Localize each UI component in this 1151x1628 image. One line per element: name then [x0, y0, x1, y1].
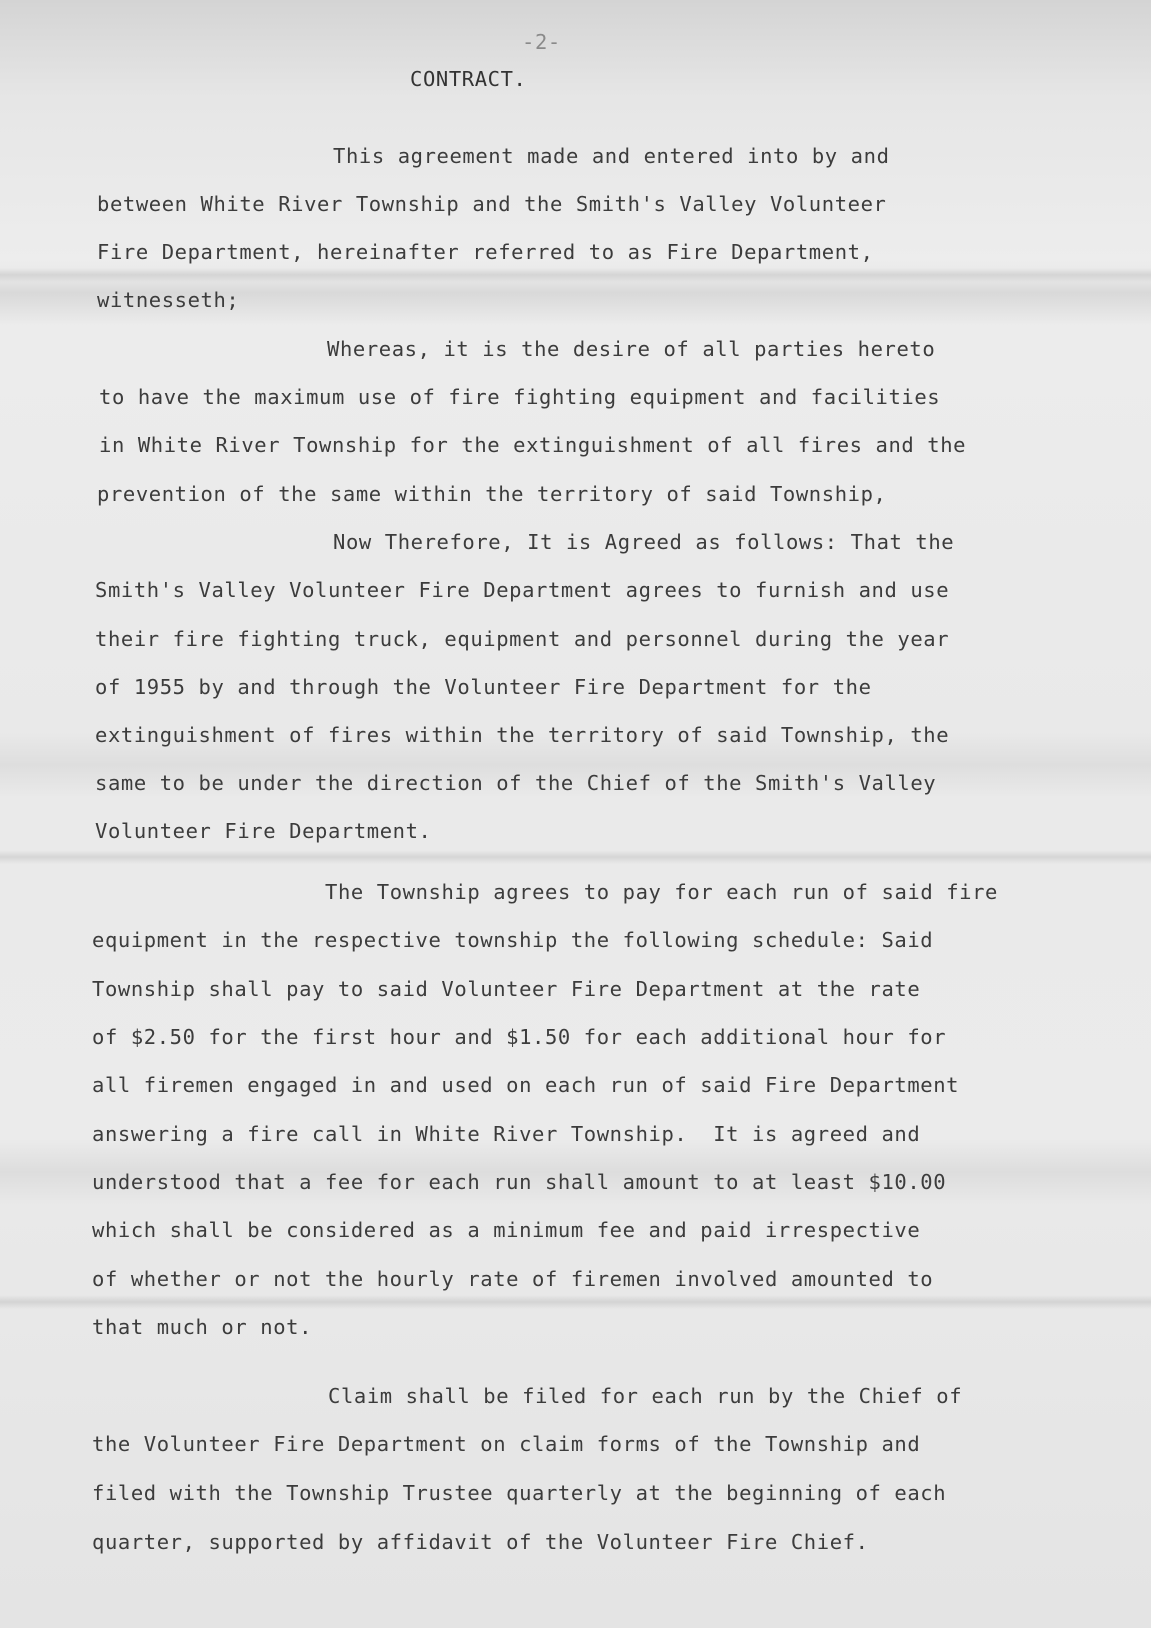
paper-fold	[0, 850, 1151, 864]
text-line: witnesseth;	[97, 288, 240, 312]
text-line: of 1955 by and through the Volunteer Fire Department for the	[95, 675, 872, 699]
text-line: the Volunteer Fire Department on claim forms of the Township and	[92, 1432, 921, 1456]
text-line: between White River Township and the Smith's Valley Volunteer	[97, 192, 887, 216]
text-line: Volunteer Fire Department.	[95, 819, 432, 843]
text-line: answering a fire call in White River Township. It is agreed and	[92, 1122, 921, 1146]
paper-fold	[0, 268, 1151, 282]
text-line: all firemen engaged in and used on each run of said Fire Department	[92, 1073, 960, 1097]
text-line: quarter, supported by affidavit of the Volunteer Fire Chief.	[92, 1530, 869, 1554]
text-line: same to be under the direction of the Chief of the Smith's Valley	[95, 771, 937, 795]
text-line: which shall be considered as a minimum fee and paid irrespective	[92, 1218, 921, 1242]
text-line: in White River Township for the extinguishment of all fires and the	[99, 433, 967, 457]
paper-fold	[0, 1295, 1151, 1309]
text-line: filed with the Township Trustee quarterly at the beginning of each	[92, 1481, 947, 1505]
text-line: their fire fighting truck, equipment and personnel during the year	[95, 627, 950, 651]
text-line: This agreement made and entered into by and	[333, 144, 890, 168]
text-line: Whereas, it is the desire of all parties hereto	[327, 337, 936, 361]
text-line: to have the maximum use of fire fighting equipment and facilities	[99, 385, 941, 409]
text-line: The Township agrees to pay for each run of said fire	[325, 880, 998, 904]
page-number: -2-	[522, 30, 561, 54]
text-line: equipment in the respective township the following schedule: Said	[92, 928, 934, 952]
text-line: of whether or not the hourly rate of firemen involved amounted to	[92, 1267, 934, 1291]
text-line: that much or not.	[92, 1315, 313, 1339]
text-line: Now Therefore, It is Agreed as follows: That the	[333, 530, 955, 554]
text-line: Smith's Valley Volunteer Fire Department agrees to furnish and use	[95, 578, 950, 602]
text-line: prevention of the same within the territory of said Township,	[97, 482, 887, 506]
text-line: Claim shall be filed for each run by the Chief of	[328, 1384, 963, 1408]
text-line: understood that a fee for each run shall amount to at least $10.00	[92, 1170, 947, 1194]
text-line: extinguishment of fires within the territory of said Township, the	[95, 723, 950, 747]
contract-heading: CONTRACT.	[410, 67, 527, 91]
text-line: Fire Department, hereinafter referred to as Fire Department,	[97, 240, 874, 264]
text-line: Township shall pay to said Volunteer Fire Department at the rate	[92, 977, 921, 1001]
text-line: of $2.50 for the first hour and $1.50 for each additional hour for	[92, 1025, 947, 1049]
